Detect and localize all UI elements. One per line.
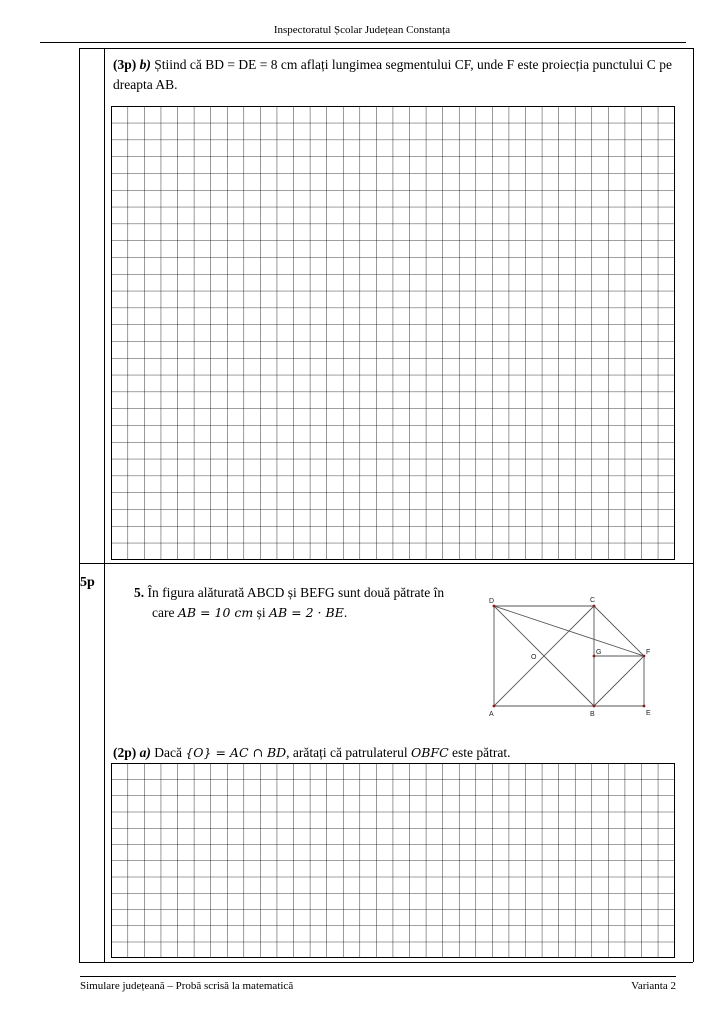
question-5a-set: {O} = AC ∩ BD (185, 745, 287, 760)
answer-grid-5a[interactable] (111, 763, 675, 958)
label-e: E (646, 710, 651, 717)
table-bottom-border (79, 962, 693, 963)
question-4b-part: b) (139, 57, 151, 72)
problem-5-number: 5. (134, 585, 145, 600)
header-rule (40, 42, 686, 43)
label-c: C (590, 597, 596, 604)
geometry-figure (486, 594, 662, 724)
problem-5-condition: care AB = 10 cm și AB = 2 · BE. (152, 605, 348, 620)
table-left-border (79, 48, 80, 962)
label-f: F (646, 649, 651, 656)
answer-grid-4b[interactable] (111, 106, 675, 560)
table-top-border (79, 48, 693, 49)
segment-df (494, 606, 644, 656)
problem-5-intro: În figura alăturată ABCD și BEFG sunt două pătrate în (147, 585, 445, 600)
label-g: G (596, 649, 602, 656)
question-5a-quad: OBFC (410, 745, 449, 760)
problem-5-statement (134, 583, 464, 603)
label-a: A (489, 711, 494, 718)
question-5a-text: (2p) a) Dacă {O} = AC ∩ BD, arătați că patrulaterul OBFC este pătrat. (113, 745, 511, 760)
label-b: B (590, 711, 595, 718)
question-5a-points: (2p) (113, 745, 137, 760)
footer-rule (80, 976, 676, 977)
page-header: Inspectoratul Școlar Județean Constanța (273, 24, 451, 36)
question-4b-points: (3p) (113, 57, 137, 72)
label-o: O (531, 654, 537, 661)
condition-ab-ratio: AB = 2 · BE (269, 605, 344, 620)
question-4b-body: Știind că BD = DE = 8 cm aflați lungimea segmentului CF, unde F este proiecția punctului C pe dreapta AB. (113, 57, 672, 92)
score-column-divider (104, 48, 105, 962)
segment-cf (594, 606, 644, 656)
table-row-divider (79, 563, 693, 564)
question-4b-text (113, 55, 683, 95)
question-5a-part: a) (139, 745, 151, 760)
label-d: D (489, 598, 495, 605)
segment-bf (594, 656, 644, 706)
condition-ab-length: AB = 10 cm (177, 605, 254, 620)
footer-variant: Varianta 2 (631, 980, 676, 992)
table-right-border (693, 48, 694, 962)
problem-5-score: 5p (80, 575, 95, 590)
footer-exam-title: Simulare județeană – Probă scrisă la matematică (80, 980, 294, 992)
